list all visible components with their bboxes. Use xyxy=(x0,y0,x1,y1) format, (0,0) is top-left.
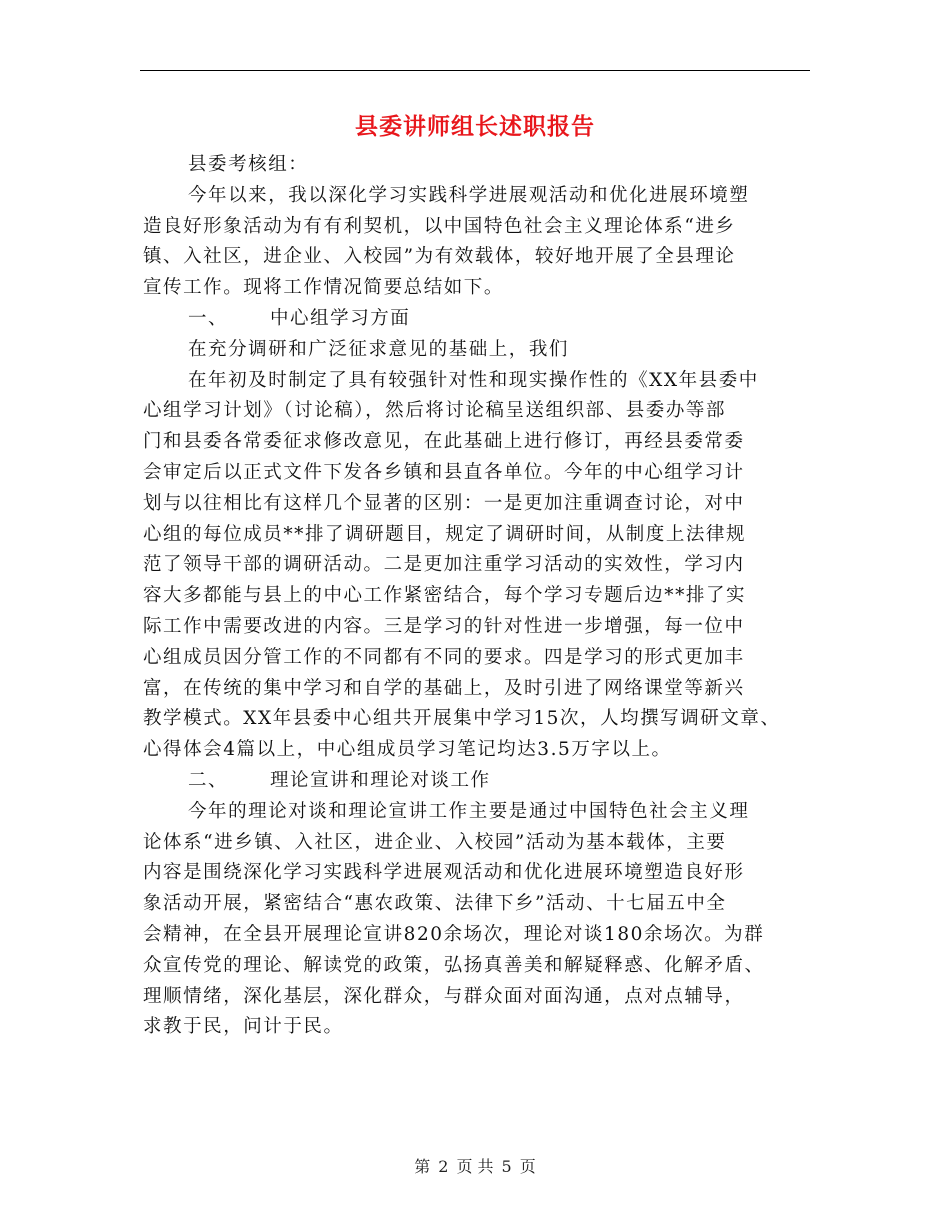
paragraph-line: 门和县委各常委征求修改意见，在此基础上进行修订，再经县委常委 xyxy=(143,431,745,453)
paragraph-line: 容大多都能与县上的中心工作紧密结合，每个学习专题后边**排了实 xyxy=(143,585,747,607)
paragraph-line: 会审定后以正式文件下发各乡镇和县直各单位。今年的中心组学习计 xyxy=(143,461,745,483)
paragraph-line: 理顺情绪，深化基层，深化群众，与群众面对面沟通，点对点辅导， xyxy=(143,985,745,1007)
paragraph-line: 富，在传统的集中学习和自学的基础上，及时引进了网络课堂等新兴 xyxy=(143,677,745,699)
salutation: 县委考核组： xyxy=(188,154,309,175)
paragraph-line: 造良好形象活动为有有利契机，以中国特色社会主义理论体系“进乡 xyxy=(143,215,736,237)
section-number: 一、 xyxy=(188,307,229,329)
paragraph-line: 论体系“进乡镇、入社区，进企业、入校园”活动为基本载体，主要 xyxy=(143,831,727,853)
paragraph-line: 今年以来，我以深化学习实践科学进展观活动和优化进展环境塑 xyxy=(188,184,750,206)
section-number: 二、 xyxy=(188,769,229,791)
footer-prefix: 第 xyxy=(414,1157,431,1176)
paragraph-line: 际工作中需要改进的内容。三是学习的针对性进一步增强，每一位中 xyxy=(143,615,745,637)
paragraph-line: 心组成员因分管工作的不同都有不同的要求。四是学习的形式更加丰 xyxy=(143,646,745,668)
section-title: 中心组学习方面 xyxy=(270,307,411,329)
document-body xyxy=(143,150,843,1043)
section-heading xyxy=(143,304,843,335)
document-title: 县委讲师组长述职报告 xyxy=(355,113,595,140)
paragraph-line: 镇、入社区，进企业、入校园”为有效载体，较好地开展了全县理论 xyxy=(143,246,736,268)
paragraph-line: 心得体会4篇以上，中心组成员学习笔记均达3.5万字以上。 xyxy=(143,739,672,761)
page-footer xyxy=(0,1154,950,1177)
paragraph-line: 求教于民，问计于民。 xyxy=(143,1016,344,1038)
header-rule xyxy=(140,70,810,71)
paragraph-line: 范了领导干部的调研活动。二是更加注重学习活动的实效性，学习内 xyxy=(143,554,745,576)
footer-page-number: 2 xyxy=(438,1157,449,1176)
paragraph-line: 众宣传党的理论、解读党的政策，弘扬真善美和解疑释惑、化解矛盾、 xyxy=(143,954,765,976)
paragraph-line: 教学模式。XX年县委中心组共开展集中学习15次，人均撰写调研文章、 xyxy=(143,708,781,730)
paragraph-line: 心组学习计划》（讨论稿），然后将讨论稿呈送组织部、县委办等部 xyxy=(143,400,727,422)
footer-total-pages: 5 xyxy=(501,1157,512,1176)
footer-middle: 页 共 xyxy=(456,1157,494,1176)
paragraph-line: 心组的每位成员**排了调研题目，规定了调研时间，从制度上法律规 xyxy=(143,523,747,545)
paragraph-line: 划与以往相比有这样几个显著的区别：一是更加注重调查讨论，对中 xyxy=(143,492,745,514)
paragraph-line: 内容是围绕深化学习实践科学进展观活动和优化进展环境塑造良好形 xyxy=(143,862,745,884)
section-title: 理论宣讲和理论对谈工作 xyxy=(270,769,491,791)
paragraph-line: 在年初及时制定了具有较强针对性和现实操作性的《XX年县委中 xyxy=(188,369,759,391)
paragraph-line: 在充分调研和广泛征求意见的基础上，我们 xyxy=(188,338,569,360)
paragraph-line: 会精神，在全县开展理论宣讲820余场次，理论对谈180余场次。为群 xyxy=(143,923,765,945)
footer-suffix: 页 xyxy=(519,1157,536,1176)
paragraph-line: 象活动开展，紧密结合“惠农政策、法律下乡”活动、十七届五中全 xyxy=(143,893,727,915)
paragraph-line: 宣传工作。现将工作情况简要总结如下。 xyxy=(143,277,504,299)
paragraph-line: 今年的理论对谈和理论宣讲工作主要是通过中国特色社会主义理 xyxy=(188,800,750,822)
section-heading xyxy=(143,766,843,797)
